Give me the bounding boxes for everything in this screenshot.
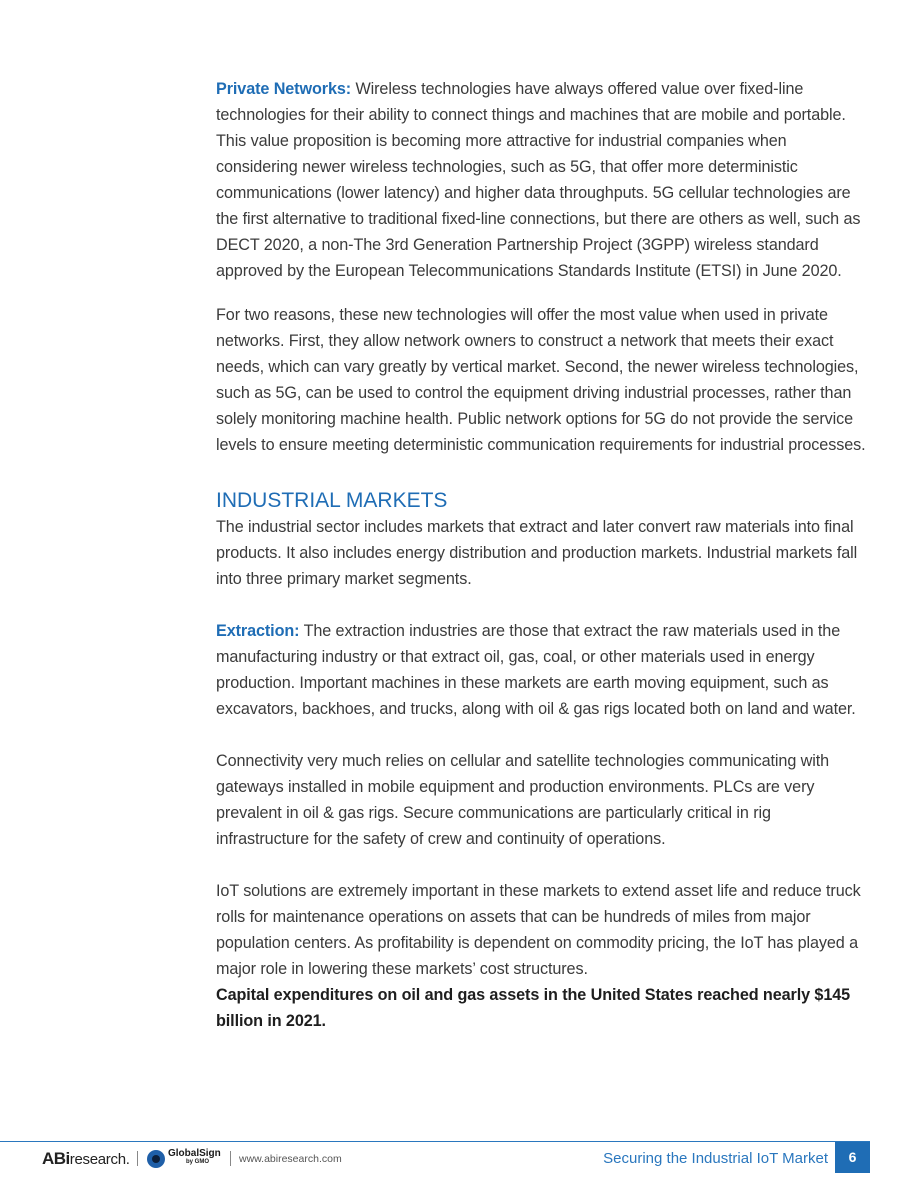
footer-separator	[230, 1151, 231, 1166]
private-networks-lead: Private Networks:	[216, 80, 352, 98]
extraction-lead: Extraction:	[216, 622, 300, 640]
industrial-markets-heading: INDUSTRIAL MARKETS	[216, 489, 448, 512]
abi-logo-bold: ABi	[42, 1149, 70, 1168]
extraction-paragraph	[216, 618, 866, 722]
footer-website-link[interactable]: www.abiresearch.com	[239, 1153, 342, 1165]
extraction-text: The extraction industries are those that extract the raw materials used in the manufacturing industry or that extract oil, gas, coal, or other materials used in energy production. Important machines in these markets are earth moving equipment, such as excavators, backhoes, and trucks, along with oil & gas rigs located both on land and water.	[216, 622, 856, 718]
footer-separator	[137, 1151, 138, 1166]
abi-logo-rest: research.	[69, 1151, 130, 1168]
page-number: 6	[835, 1142, 870, 1173]
capex-highlight: Capital expenditures on oil and gas assets in the United States reached nearly $145 billion in 2021.	[216, 986, 851, 1030]
footer-document-title: Securing the Industrial IoT Market	[603, 1150, 828, 1167]
page-footer	[0, 1142, 920, 1178]
globalsign-subtitle: by GMO	[186, 1159, 210, 1165]
globalsign-wordmark: GlobalSign	[168, 1148, 221, 1159]
connectivity-paragraph: Connectivity very much relies on cellular and satellite technologies communicating with gateways installed in mobile equipment and production environments. PLCs are very prevalent in oil & gas rigs. Secure communications are particularly critical in rig infrastructure for the safety of crew and continuity of operations.	[216, 752, 830, 848]
private-networks-paragraph-2: For two reasons, these new technologies will offer the most value when used in private networks. First, they allow network owners to construct a network that meets their exact needs, which can vary greatly by vertical market. Second, the newer wireless technologies, such as 5G, can be used to control the equipment driving industrial processes, rather than solely monitoring machine health. Public network options for 5G do not provide the service levels to ensure meeting deterministic communication requirements for industrial processes.	[216, 306, 866, 454]
private-networks-text: Wireless technologies have always offered value over fixed-line technologies for their ability to connect things and machines that are mobile and portable. This value proposition is becoming more attractive for industrial companies when considering newer wireless technologies, such as 5G, that offer more deterministic communications (lower latency) and higher data throughputs. 5G cellular technologies are the first alternative to traditional fixed-line connections, but there are others as well, such as DECT 2020, a non-The 3rd Generation Partnership Project (3GPP) wireless standard approved by the European Telecommunications Standards Institute (ETSI) in June 2020.	[216, 80, 861, 280]
abi-research-logo	[42, 1148, 130, 1171]
globalsign-logo-icon	[147, 1150, 165, 1168]
private-networks-paragraph	[216, 76, 866, 284]
industrial-markets-intro: The industrial sector includes markets that extract and later convert raw materials into final products. It also includes energy distribution and production markets. Industrial markets fall into three primary market segments.	[216, 518, 858, 588]
iot-paragraph: IoT solutions are extremely important in these markets to extend asset life and reduce truck rolls for maintenance operations on assets that can be hundreds of miles from major population centers. As profitability is dependent on commodity pricing, the IoT has played a major role in lowering these markets’ cost structures.	[216, 882, 861, 978]
page-body	[216, 76, 866, 1034]
